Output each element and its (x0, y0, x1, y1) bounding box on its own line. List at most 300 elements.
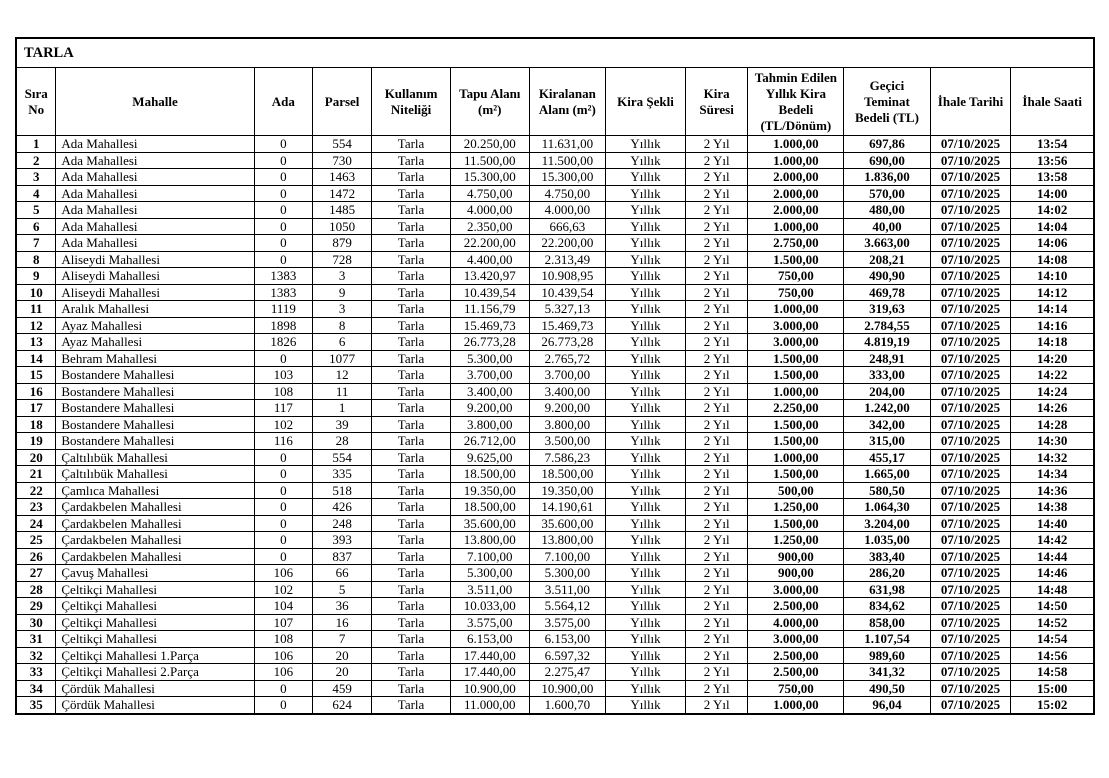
cell-sira-no: 5 (16, 202, 56, 219)
cell-tapu-alani: 17.440,00 (450, 647, 529, 664)
cell-kira-sekli: Yıllık (606, 136, 686, 153)
table-row (16, 565, 1094, 582)
cell-ada: 0 (254, 218, 312, 235)
cell-ada: 102 (254, 416, 312, 433)
cell-tapu-alani: 22.200,00 (450, 235, 529, 252)
cell-kira-sekli: Yıllık (606, 466, 686, 483)
cell-kira-sekli: Yıllık (606, 235, 686, 252)
cell-kira-suresi: 2 Yıl (685, 334, 748, 351)
cell-ihale-tarihi: 07/10/2025 (930, 136, 1011, 153)
cell-tapu-alani: 13.800,00 (450, 532, 529, 549)
cell-sira-no: 32 (16, 647, 56, 664)
cell-tapu-alani: 4.400,00 (450, 251, 529, 268)
cell-kira-sekli: Yıllık (606, 284, 686, 301)
cell-ihale-tarihi: 07/10/2025 (930, 499, 1011, 516)
cell-kira-sekli: Yıllık (606, 317, 686, 334)
cell-ihale-saati: 14:52 (1011, 614, 1094, 631)
cell-kiralanan-alani: 5.300,00 (529, 565, 606, 582)
cell-kira-suresi: 2 Yıl (685, 416, 748, 433)
cell-sira-no: 22 (16, 482, 56, 499)
cell-kira-sekli: Yıllık (606, 301, 686, 318)
cell-parsel: 1485 (312, 202, 371, 219)
cell-tapu-alani: 10.439,54 (450, 284, 529, 301)
cell-kullanim-niteligi: Tarla (372, 466, 451, 483)
cell-ada: 0 (254, 152, 312, 169)
cell-ihale-saati: 14:18 (1011, 334, 1094, 351)
cell-tahmin-edilen-yillik-kira-bedeli: 1.000,00 (748, 218, 844, 235)
cell-kiralanan-alani: 15.300,00 (529, 169, 606, 186)
cell-tahmin-edilen-yillik-kira-bedeli: 750,00 (748, 284, 844, 301)
cell-tapu-alani: 26.712,00 (450, 433, 529, 450)
cell-kiralanan-alani: 10.439,54 (529, 284, 606, 301)
cell-kullanim-niteligi: Tarla (372, 202, 451, 219)
table-row (16, 251, 1094, 268)
cell-parsel: 16 (312, 614, 371, 631)
cell-kira-suresi: 2 Yıl (685, 680, 748, 697)
cell-gecici-teminat-bedeli: 2.784,55 (844, 317, 930, 334)
cell-sira-no: 19 (16, 433, 56, 450)
cell-ada: 102 (254, 581, 312, 598)
cell-ada: 1119 (254, 301, 312, 318)
cell-tapu-alani: 3.575,00 (450, 614, 529, 631)
cell-ada: 116 (254, 433, 312, 450)
cell-tahmin-edilen-yillik-kira-bedeli: 1.000,00 (748, 383, 844, 400)
table-row (16, 218, 1094, 235)
cell-kiralanan-alani: 3.800,00 (529, 416, 606, 433)
cell-gecici-teminat-bedeli: 1.836,00 (844, 169, 930, 186)
cell-sira-no: 25 (16, 532, 56, 549)
cell-gecici-teminat-bedeli: 697,86 (844, 136, 930, 153)
cell-sira-no: 23 (16, 499, 56, 516)
cell-ada: 0 (254, 548, 312, 565)
cell-kiralanan-alani: 1.600,70 (529, 697, 606, 714)
cell-tapu-alani: 18.500,00 (450, 466, 529, 483)
column-header-tapu-alani: Tapu Alanı (m²) (450, 68, 529, 136)
cell-kullanim-niteligi: Tarla (372, 631, 451, 648)
cell-sira-no: 8 (16, 251, 56, 268)
cell-sira-no: 30 (16, 614, 56, 631)
cell-sira-no: 1 (16, 136, 56, 153)
cell-ihale-saati: 15:02 (1011, 697, 1094, 714)
cell-ada: 0 (254, 680, 312, 697)
cell-gecici-teminat-bedeli: 315,00 (844, 433, 930, 450)
cell-kullanim-niteligi: Tarla (372, 268, 451, 285)
cell-tahmin-edilen-yillik-kira-bedeli: 1.250,00 (748, 499, 844, 516)
table-header-row (16, 68, 1094, 136)
cell-ihale-tarihi: 07/10/2025 (930, 235, 1011, 252)
cell-ihale-tarihi: 07/10/2025 (930, 185, 1011, 202)
cell-tahmin-edilen-yillik-kira-bedeli: 2.000,00 (748, 185, 844, 202)
cell-ihale-tarihi: 07/10/2025 (930, 565, 1011, 582)
cell-kiralanan-alani: 10.900,00 (529, 680, 606, 697)
table-row (16, 614, 1094, 631)
cell-kira-suresi: 2 Yıl (685, 466, 748, 483)
cell-ihale-tarihi: 07/10/2025 (930, 697, 1011, 714)
cell-mahalle: Çeltikçi Mahallesi 1.Parça (56, 647, 254, 664)
cell-gecici-teminat-bedeli: 1.107,54 (844, 631, 930, 648)
cell-tahmin-edilen-yillik-kira-bedeli: 2.500,00 (748, 598, 844, 615)
cell-gecici-teminat-bedeli: 1.064,30 (844, 499, 930, 516)
cell-gecici-teminat-bedeli: 570,00 (844, 185, 930, 202)
cell-kira-suresi: 2 Yıl (685, 251, 748, 268)
cell-tapu-alani: 3.800,00 (450, 416, 529, 433)
cell-gecici-teminat-bedeli: 342,00 (844, 416, 930, 433)
cell-tahmin-edilen-yillik-kira-bedeli: 2.000,00 (748, 169, 844, 186)
cell-ihale-saati: 14:50 (1011, 598, 1094, 615)
cell-mahalle: Aliseydi Mahallesi (56, 251, 254, 268)
cell-kullanim-niteligi: Tarla (372, 614, 451, 631)
cell-kira-suresi: 2 Yıl (685, 218, 748, 235)
cell-tapu-alani: 18.500,00 (450, 499, 529, 516)
cell-kiralanan-alani: 5.327,13 (529, 301, 606, 318)
cell-kullanim-niteligi: Tarla (372, 235, 451, 252)
cell-tapu-alani: 10.033,00 (450, 598, 529, 615)
cell-mahalle: Bostandere Mahallesi (56, 416, 254, 433)
cell-parsel: 518 (312, 482, 371, 499)
cell-kira-sekli: Yıllık (606, 185, 686, 202)
cell-tapu-alani: 11.156,79 (450, 301, 529, 318)
column-header-ihale-saati: İhale Saati (1011, 68, 1094, 136)
cell-kira-suresi: 2 Yıl (685, 169, 748, 186)
cell-kira-suresi: 2 Yıl (685, 383, 748, 400)
cell-sira-no: 27 (16, 565, 56, 582)
cell-kullanim-niteligi: Tarla (372, 152, 451, 169)
cell-ihale-saati: 14:44 (1011, 548, 1094, 565)
cell-kiralanan-alani: 15.469,73 (529, 317, 606, 334)
cell-kiralanan-alani: 4.750,00 (529, 185, 606, 202)
cell-kira-suresi: 2 Yıl (685, 433, 748, 450)
cell-kira-suresi: 2 Yıl (685, 235, 748, 252)
cell-ada: 106 (254, 647, 312, 664)
cell-tapu-alani: 13.420,97 (450, 268, 529, 285)
cell-parsel: 624 (312, 697, 371, 714)
table-row (16, 581, 1094, 598)
cell-kira-suresi: 2 Yıl (685, 136, 748, 153)
cell-ihale-saati: 14:34 (1011, 466, 1094, 483)
cell-tapu-alani: 35.600,00 (450, 515, 529, 532)
table-row (16, 598, 1094, 615)
cell-ada: 106 (254, 565, 312, 582)
cell-mahalle: Çeltikçi Mahallesi (56, 581, 254, 598)
cell-kiralanan-alani: 4.000,00 (529, 202, 606, 219)
cell-tapu-alani: 15.300,00 (450, 169, 529, 186)
cell-tapu-alani: 4.000,00 (450, 202, 529, 219)
cell-kira-suresi: 2 Yıl (685, 152, 748, 169)
cell-ada: 103 (254, 367, 312, 384)
cell-kullanim-niteligi: Tarla (372, 334, 451, 351)
cell-ihale-saati: 14:30 (1011, 433, 1094, 450)
cell-sira-no: 29 (16, 598, 56, 615)
cell-tahmin-edilen-yillik-kira-bedeli: 2.750,00 (748, 235, 844, 252)
cell-mahalle: Çeltikçi Mahallesi (56, 614, 254, 631)
cell-kira-suresi: 2 Yıl (685, 367, 748, 384)
cell-ihale-tarihi: 07/10/2025 (930, 631, 1011, 648)
cell-kiralanan-alani: 3.511,00 (529, 581, 606, 598)
cell-sira-no: 2 (16, 152, 56, 169)
cell-kira-sekli: Yıllık (606, 664, 686, 681)
cell-sira-no: 9 (16, 268, 56, 285)
cell-sira-no: 17 (16, 400, 56, 417)
cell-tahmin-edilen-yillik-kira-bedeli: 2.500,00 (748, 664, 844, 681)
cell-sira-no: 16 (16, 383, 56, 400)
cell-mahalle: Aliseydi Mahallesi (56, 268, 254, 285)
cell-ihale-saati: 14:12 (1011, 284, 1094, 301)
cell-gecici-teminat-bedeli: 248,91 (844, 350, 930, 367)
cell-ihale-tarihi: 07/10/2025 (930, 647, 1011, 664)
cell-ihale-tarihi: 07/10/2025 (930, 598, 1011, 615)
cell-tapu-alani: 9.625,00 (450, 449, 529, 466)
cell-gecici-teminat-bedeli: 834,62 (844, 598, 930, 615)
cell-kira-sekli: Yıllık (606, 647, 686, 664)
cell-sira-no: 3 (16, 169, 56, 186)
cell-kira-sekli: Yıllık (606, 515, 686, 532)
cell-kiralanan-alani: 18.500,00 (529, 466, 606, 483)
cell-tapu-alani: 2.350,00 (450, 218, 529, 235)
column-header-gecici-teminat-bedeli: Geçici Teminat Bedeli (TL) (844, 68, 930, 136)
table-row (16, 466, 1094, 483)
table-row (16, 515, 1094, 532)
cell-ada: 1826 (254, 334, 312, 351)
cell-ada: 0 (254, 251, 312, 268)
cell-gecici-teminat-bedeli: 480,00 (844, 202, 930, 219)
cell-ihale-saati: 13:58 (1011, 169, 1094, 186)
cell-mahalle: Ada Mahallesi (56, 169, 254, 186)
cell-kira-suresi: 2 Yıl (685, 565, 748, 582)
cell-parsel: 6 (312, 334, 371, 351)
cell-ada: 104 (254, 598, 312, 615)
cell-parsel: 335 (312, 466, 371, 483)
cell-kullanim-niteligi: Tarla (372, 680, 451, 697)
cell-parsel: 1472 (312, 185, 371, 202)
cell-tapu-alani: 20.250,00 (450, 136, 529, 153)
cell-ihale-saati: 14:14 (1011, 301, 1094, 318)
cell-kiralanan-alani: 26.773,28 (529, 334, 606, 351)
cell-kiralanan-alani: 11.500,00 (529, 152, 606, 169)
table-row (16, 169, 1094, 186)
cell-sira-no: 21 (16, 466, 56, 483)
column-header-kira-sekli: Kira Şekli (606, 68, 686, 136)
cell-kira-sekli: Yıllık (606, 614, 686, 631)
cell-kullanim-niteligi: Tarla (372, 532, 451, 549)
table-row (16, 317, 1094, 334)
cell-tahmin-edilen-yillik-kira-bedeli: 1.500,00 (748, 367, 844, 384)
cell-kira-sekli: Yıllık (606, 367, 686, 384)
cell-tahmin-edilen-yillik-kira-bedeli: 1.500,00 (748, 433, 844, 450)
cell-kira-suresi: 2 Yıl (685, 317, 748, 334)
cell-ada: 1898 (254, 317, 312, 334)
cell-sira-no: 12 (16, 317, 56, 334)
table-row (16, 449, 1094, 466)
cell-gecici-teminat-bedeli: 490,50 (844, 680, 930, 697)
cell-kira-suresi: 2 Yıl (685, 614, 748, 631)
cell-ihale-saati: 14:36 (1011, 482, 1094, 499)
column-header-kira-suresi: Kira Süresi (685, 68, 748, 136)
cell-ihale-tarihi: 07/10/2025 (930, 548, 1011, 565)
cell-ihale-saati: 14:04 (1011, 218, 1094, 235)
column-header-parsel: Parsel (312, 68, 371, 136)
cell-tahmin-edilen-yillik-kira-bedeli: 1.250,00 (748, 532, 844, 549)
cell-ihale-saati: 14:48 (1011, 581, 1094, 598)
cell-kullanim-niteligi: Tarla (372, 400, 451, 417)
cell-kira-sekli: Yıllık (606, 499, 686, 516)
cell-kullanim-niteligi: Tarla (372, 136, 451, 153)
cell-kira-sekli: Yıllık (606, 169, 686, 186)
cell-mahalle: Çördük Mahallesi (56, 680, 254, 697)
cell-tahmin-edilen-yillik-kira-bedeli: 3.000,00 (748, 581, 844, 598)
cell-parsel: 248 (312, 515, 371, 532)
cell-gecici-teminat-bedeli: 469,78 (844, 284, 930, 301)
cell-gecici-teminat-bedeli: 989,60 (844, 647, 930, 664)
cell-ihale-saati: 15:00 (1011, 680, 1094, 697)
cell-tapu-alani: 11.000,00 (450, 697, 529, 714)
cell-mahalle: Bostandere Mahallesi (56, 400, 254, 417)
table-row (16, 416, 1094, 433)
cell-sira-no: 33 (16, 664, 56, 681)
cell-ihale-tarihi: 07/10/2025 (930, 449, 1011, 466)
cell-kullanim-niteligi: Tarla (372, 548, 451, 565)
cell-kira-suresi: 2 Yıl (685, 581, 748, 598)
cell-ihale-tarihi: 07/10/2025 (930, 334, 1011, 351)
cell-ihale-saati: 14:24 (1011, 383, 1094, 400)
cell-kullanim-niteligi: Tarla (372, 185, 451, 202)
cell-gecici-teminat-bedeli: 319,63 (844, 301, 930, 318)
cell-mahalle: Çardakbelen Mahallesi (56, 532, 254, 549)
cell-kira-suresi: 2 Yıl (685, 449, 748, 466)
cell-kira-sekli: Yıllık (606, 449, 686, 466)
cell-parsel: 837 (312, 548, 371, 565)
cell-gecici-teminat-bedeli: 580,50 (844, 482, 930, 499)
table-row (16, 499, 1094, 516)
cell-ihale-tarihi: 07/10/2025 (930, 169, 1011, 186)
cell-tapu-alani: 10.900,00 (450, 680, 529, 697)
column-header-ihale-tarihi: İhale Tarihi (930, 68, 1011, 136)
cell-kira-sekli: Yıllık (606, 152, 686, 169)
cell-tahmin-edilen-yillik-kira-bedeli: 3.000,00 (748, 631, 844, 648)
table-row (16, 301, 1094, 318)
column-header-sira-no: Sıra No (16, 68, 56, 136)
cell-kira-sekli: Yıllık (606, 400, 686, 417)
cell-kira-suresi: 2 Yıl (685, 697, 748, 714)
cell-gecici-teminat-bedeli: 490,90 (844, 268, 930, 285)
cell-gecici-teminat-bedeli: 858,00 (844, 614, 930, 631)
table-row (16, 202, 1094, 219)
cell-kiralanan-alani: 7.586,23 (529, 449, 606, 466)
cell-mahalle: Bostandere Mahallesi (56, 433, 254, 450)
cell-kira-suresi: 2 Yıl (685, 185, 748, 202)
cell-gecici-teminat-bedeli: 96,04 (844, 697, 930, 714)
cell-kira-sekli: Yıllık (606, 383, 686, 400)
cell-parsel: 8 (312, 317, 371, 334)
cell-kira-sekli: Yıllık (606, 350, 686, 367)
cell-kullanim-niteligi: Tarla (372, 169, 451, 186)
cell-mahalle: Ada Mahallesi (56, 202, 254, 219)
cell-sira-no: 34 (16, 680, 56, 697)
cell-mahalle: Aliseydi Mahallesi (56, 284, 254, 301)
cell-tapu-alani: 17.440,00 (450, 664, 529, 681)
cell-parsel: 28 (312, 433, 371, 450)
cell-ada: 0 (254, 136, 312, 153)
cell-kira-suresi: 2 Yıl (685, 202, 748, 219)
cell-ihale-saati: 14:40 (1011, 515, 1094, 532)
table-title: TARLA (16, 38, 1094, 68)
cell-kiralanan-alani: 3.700,00 (529, 367, 606, 384)
cell-sira-no: 13 (16, 334, 56, 351)
cell-kira-suresi: 2 Yıl (685, 532, 748, 549)
cell-ihale-saati: 14:54 (1011, 631, 1094, 648)
cell-tapu-alani: 11.500,00 (450, 152, 529, 169)
cell-mahalle: Çaltılıbük Mahallesi (56, 466, 254, 483)
cell-sira-no: 35 (16, 697, 56, 714)
table-row (16, 136, 1094, 153)
cell-mahalle: Çaltılıbük Mahallesi (56, 449, 254, 466)
cell-parsel: 9 (312, 284, 371, 301)
table-row (16, 235, 1094, 252)
cell-mahalle: Çavuş Mahallesi (56, 565, 254, 582)
table-row (16, 383, 1094, 400)
cell-kiralanan-alani: 14.190,61 (529, 499, 606, 516)
cell-tahmin-edilen-yillik-kira-bedeli: 1.500,00 (748, 416, 844, 433)
cell-kiralanan-alani: 7.100,00 (529, 548, 606, 565)
cell-kira-suresi: 2 Yıl (685, 350, 748, 367)
cell-parsel: 20 (312, 664, 371, 681)
cell-ihale-saati: 14:46 (1011, 565, 1094, 582)
cell-ihale-tarihi: 07/10/2025 (930, 301, 1011, 318)
cell-ada: 0 (254, 515, 312, 532)
cell-kullanim-niteligi: Tarla (372, 350, 451, 367)
cell-kira-suresi: 2 Yıl (685, 499, 748, 516)
cell-kira-suresi: 2 Yıl (685, 548, 748, 565)
cell-tahmin-edilen-yillik-kira-bedeli: 500,00 (748, 482, 844, 499)
table-row (16, 334, 1094, 351)
cell-kiralanan-alani: 5.564,12 (529, 598, 606, 615)
cell-ihale-tarihi: 07/10/2025 (930, 350, 1011, 367)
cell-ada: 0 (254, 350, 312, 367)
cell-ihale-tarihi: 07/10/2025 (930, 202, 1011, 219)
cell-ihale-tarihi: 07/10/2025 (930, 152, 1011, 169)
cell-kira-sekli: Yıllık (606, 680, 686, 697)
table-row (16, 284, 1094, 301)
cell-tahmin-edilen-yillik-kira-bedeli: 1.000,00 (748, 449, 844, 466)
cell-sira-no: 26 (16, 548, 56, 565)
cell-ihale-saati: 14:00 (1011, 185, 1094, 202)
table-row (16, 680, 1094, 697)
cell-sira-no: 20 (16, 449, 56, 466)
cell-tapu-alani: 9.200,00 (450, 400, 529, 417)
cell-ihale-tarihi: 07/10/2025 (930, 515, 1011, 532)
cell-ada: 0 (254, 499, 312, 516)
cell-mahalle: Ayaz Mahallesi (56, 317, 254, 334)
cell-kiralanan-alani: 666,63 (529, 218, 606, 235)
cell-kiralanan-alani: 22.200,00 (529, 235, 606, 252)
cell-sira-no: 11 (16, 301, 56, 318)
cell-kullanim-niteligi: Tarla (372, 317, 451, 334)
cell-ihale-saati: 14:32 (1011, 449, 1094, 466)
cell-mahalle: Ayaz Mahallesi (56, 334, 254, 351)
cell-kullanim-niteligi: Tarla (372, 697, 451, 714)
cell-mahalle: Çördük Mahallesi (56, 697, 254, 714)
cell-kiralanan-alani: 3.500,00 (529, 433, 606, 450)
cell-kullanim-niteligi: Tarla (372, 218, 451, 235)
cell-ihale-tarihi: 07/10/2025 (930, 367, 1011, 384)
cell-parsel: 5 (312, 581, 371, 598)
cell-ihale-tarihi: 07/10/2025 (930, 317, 1011, 334)
cell-ihale-saati: 13:56 (1011, 152, 1094, 169)
cell-sira-no: 28 (16, 581, 56, 598)
cell-ada: 0 (254, 697, 312, 714)
cell-ihale-tarihi: 07/10/2025 (930, 284, 1011, 301)
cell-mahalle: Çardakbelen Mahallesi (56, 548, 254, 565)
cell-ihale-tarihi: 07/10/2025 (930, 532, 1011, 549)
